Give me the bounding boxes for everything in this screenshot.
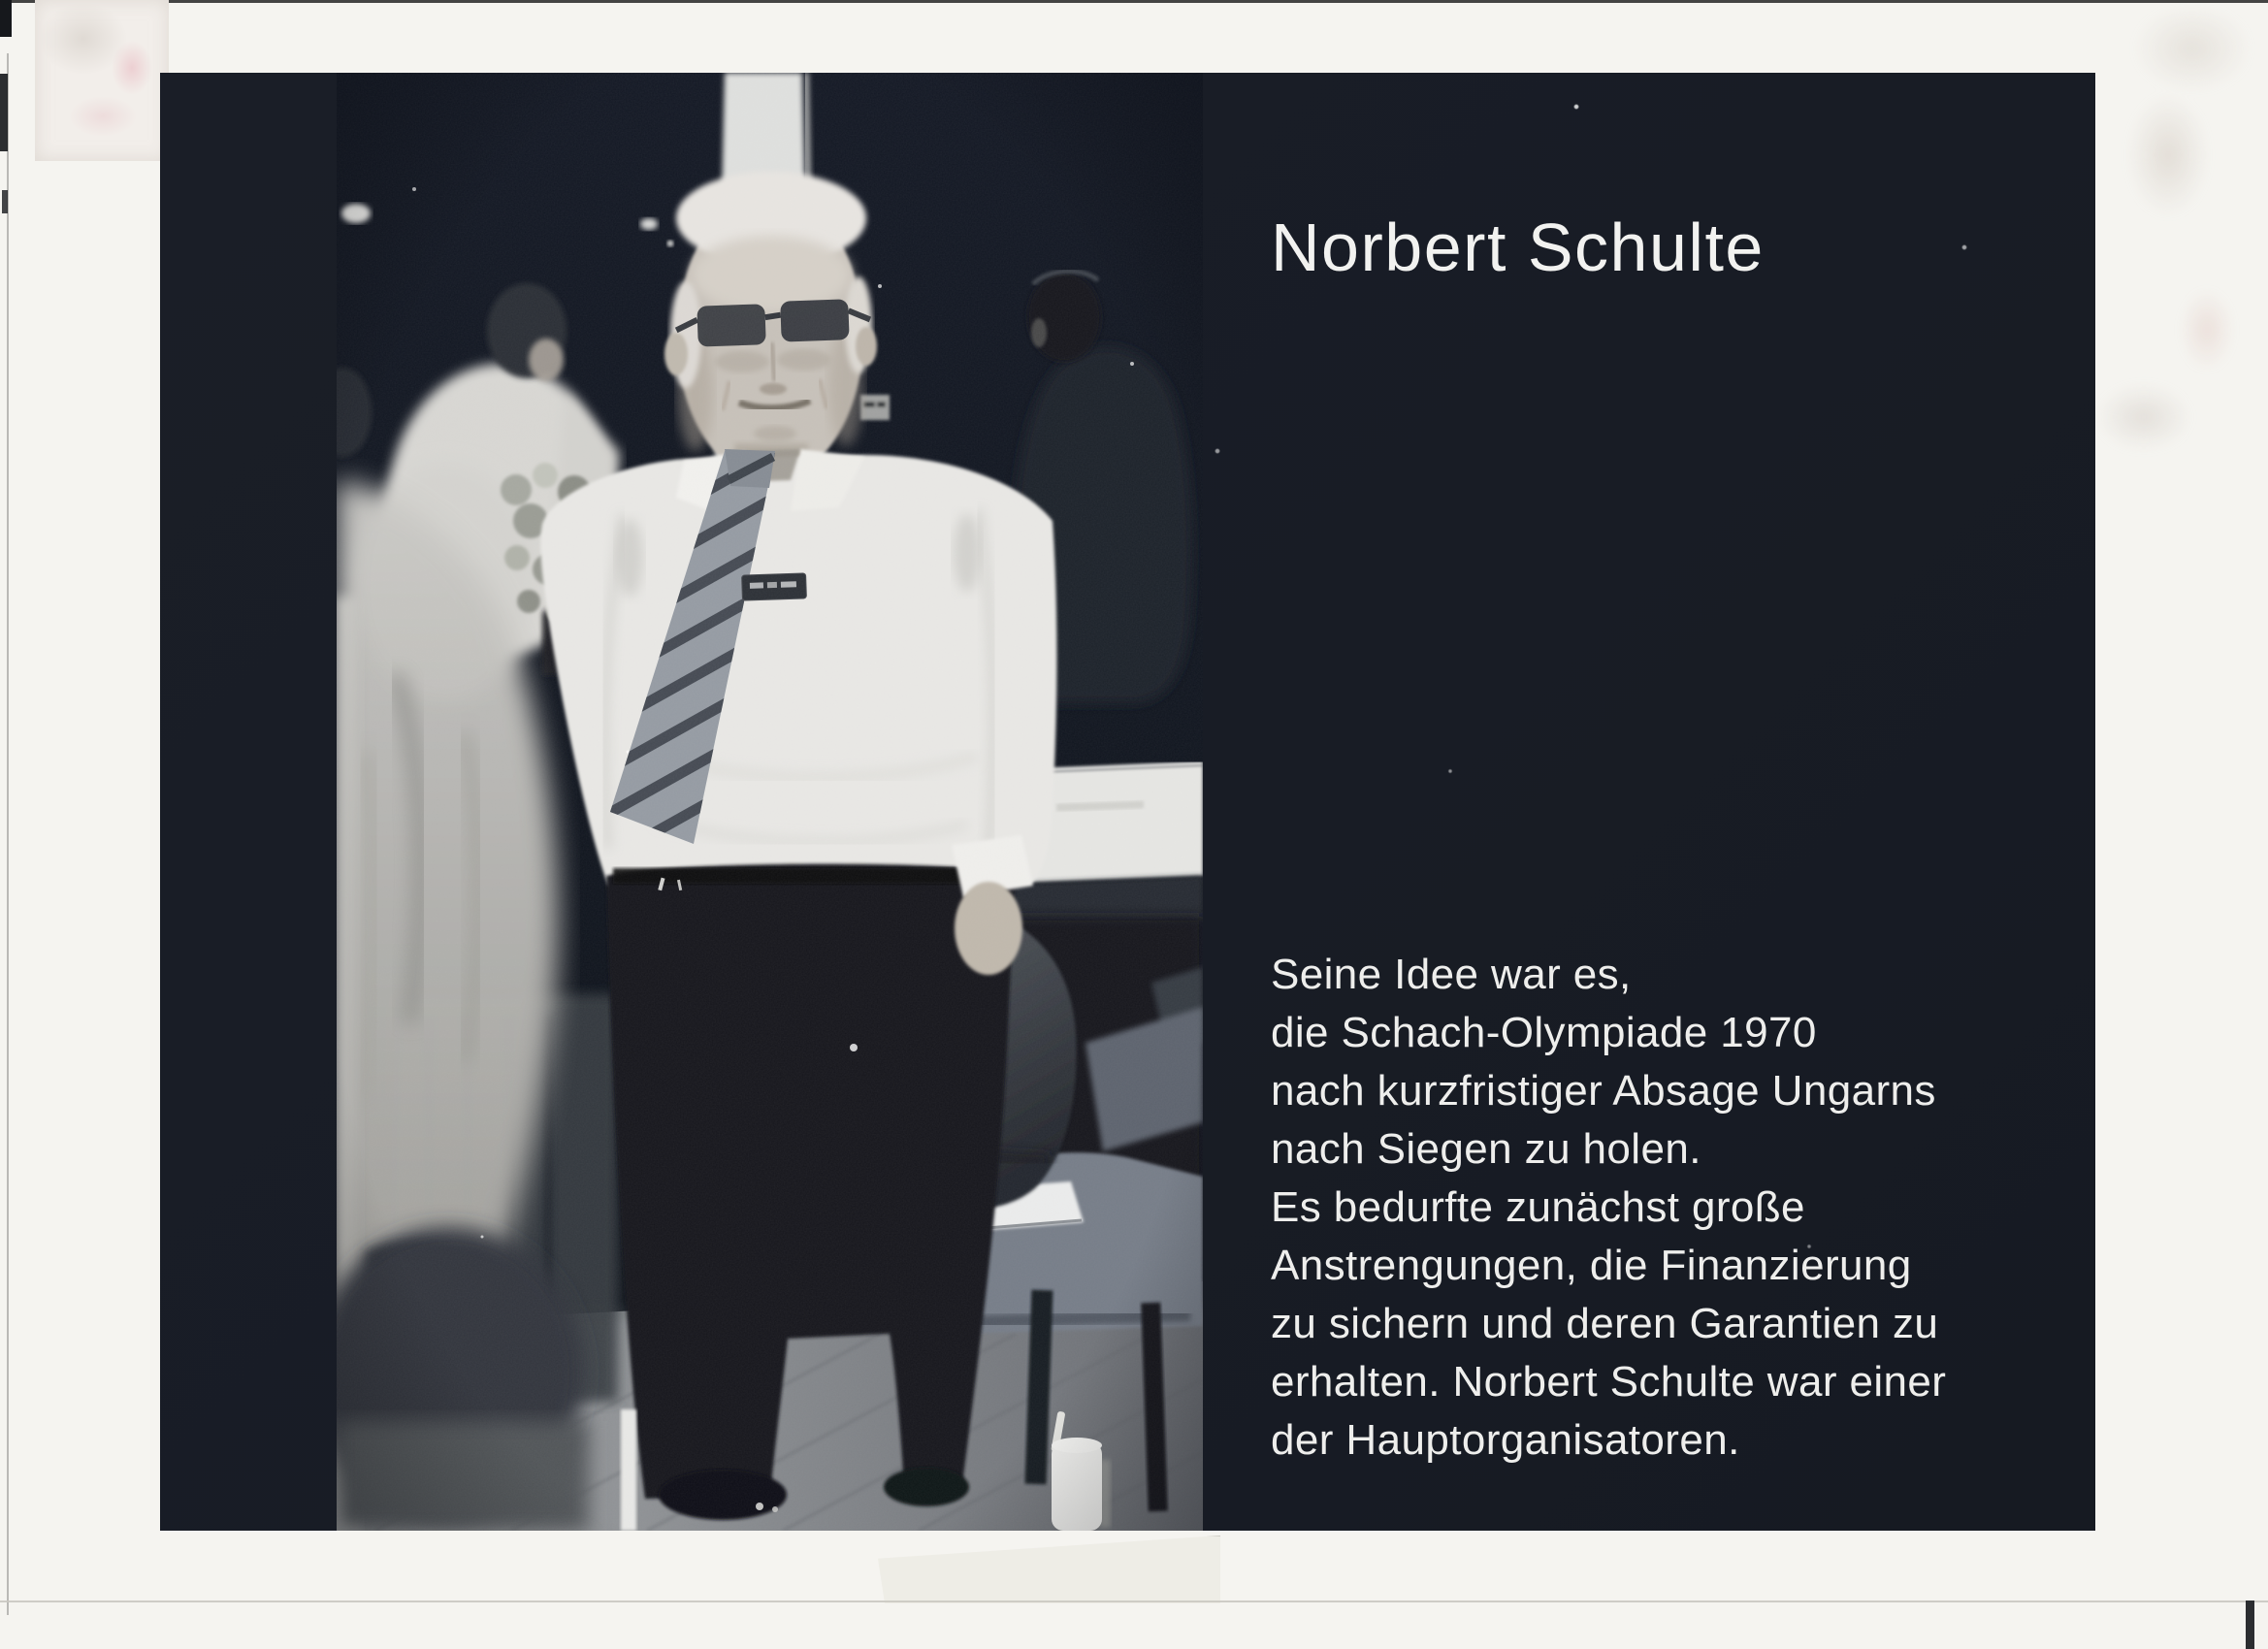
caption-line: Anstrengungen, die Finanzierung xyxy=(1271,1242,1912,1289)
scan-edge-mark xyxy=(0,74,8,151)
caption-line: nach kurzfristiger Absage Ungarns xyxy=(1271,1067,1936,1115)
display-board xyxy=(160,73,2095,1531)
tape-artifact xyxy=(878,1536,1220,1603)
photo xyxy=(337,73,1203,1531)
paper-fold-line xyxy=(7,53,9,1615)
caption-line: Seine Idee war es, xyxy=(1271,951,1632,998)
scan-edge-mark xyxy=(2,190,8,213)
caption-text xyxy=(1271,946,1946,1470)
caption-line: zu sichern und deren Garantien zu xyxy=(1271,1300,1939,1347)
scan-edge-line xyxy=(0,0,2268,3)
caption-line: nach Siegen zu holen. xyxy=(1271,1125,1701,1173)
paper-crease-line xyxy=(0,1600,2268,1602)
scan-edge-mark xyxy=(2246,1600,2254,1649)
photo-illustration xyxy=(337,73,1203,1531)
tape-artifact xyxy=(35,0,169,161)
vignette xyxy=(337,73,1203,1531)
scan-edge-mark xyxy=(0,0,12,37)
caption-line: Es bedurfte zunächst große xyxy=(1271,1183,1805,1231)
paper-smudge xyxy=(2086,10,2255,475)
caption-line: die Schach-Olympiade 1970 xyxy=(1271,1009,1817,1056)
caption-line: der Hauptorganisatoren. xyxy=(1271,1416,1740,1464)
page-title: Norbert Schulte xyxy=(1271,210,1765,285)
caption-line: erhalten. Norbert Schulte war einer xyxy=(1271,1358,1947,1406)
